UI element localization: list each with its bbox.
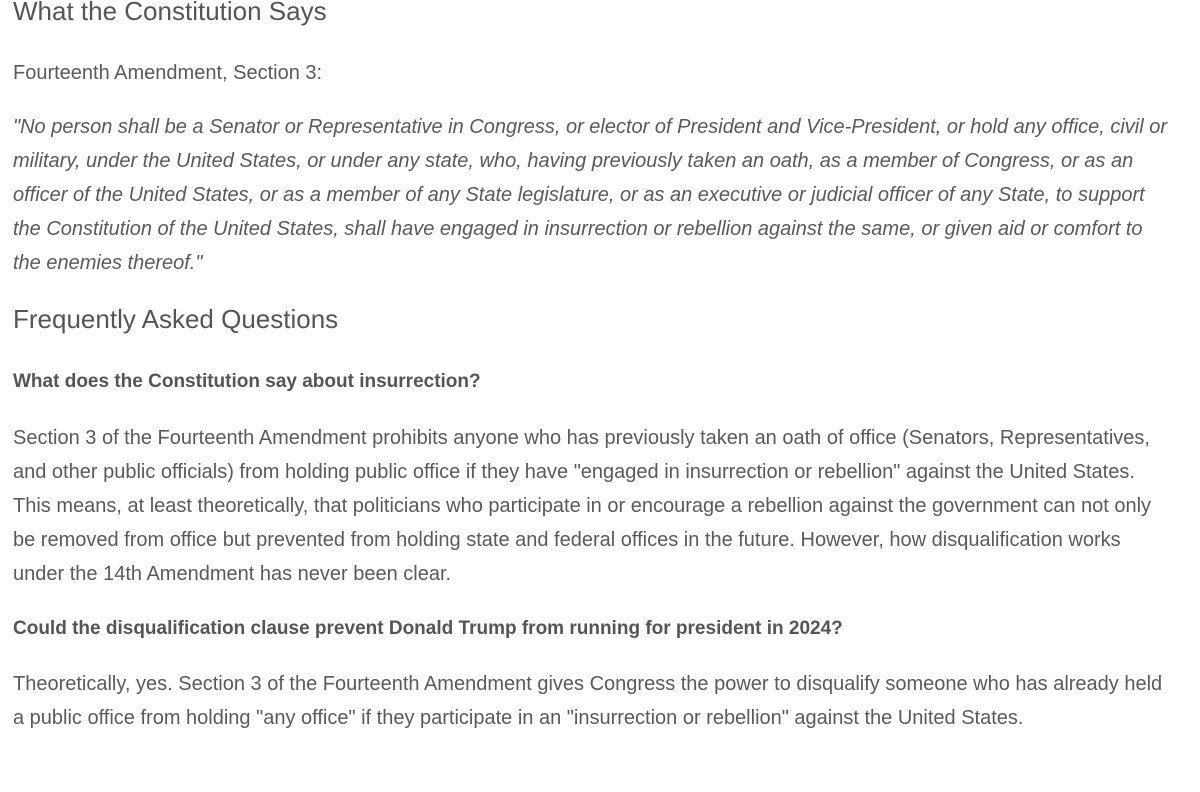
faq-question: What does the Constitution say about insurrection? (13, 371, 481, 392)
amendment-reference: Fourteenth Amendment, Section 3: (13, 62, 323, 84)
faq-heading: Frequently Asked Questions (13, 304, 339, 334)
faq-answer: Section 3 of the Fourteenth Amendment prohibits anyone who has previously taken an oath of office (Senators, Representatives, and other public officials) from holding public office if they have "engaged in insurrection or rebellion" against the United States. This means, at least theoretically, that politicians who participate in or encourage a rebellion against the government can not only be removed from office but prevented from holding state and federal offices in the future. However, how disqualification works under the 14th Amendment has never been clear. (13, 427, 1152, 585)
faq-answer: Theoretically, yes. Section 3 of the Fourteenth Amendment gives Congress the power to disqualify someone who has already held a public office from holding "any office" if they participate in an "insurrection or rebellion" against the United States. (13, 673, 1163, 729)
constitution-quote: "No person shall be a Senator or Representative in Congress, or elector of President and Vice-President, or hold any office, civil or military, under the United States, or under any state, who, having previously taken an oath, as a member of Congress, or as an officer of the United States, or as a member of any State legislature, or as an executive or judicial officer of any State, to support the Constitution of the United States, shall have engaged in insurrection or rebellion against the same, or given aid or comfort to the enemies thereof." (13, 116, 1168, 274)
faq-question: Could the disqualification clause prevent Donald Trump from running for president in 2024? (13, 618, 843, 639)
section-heading: What the Constitution Says (13, 0, 327, 26)
